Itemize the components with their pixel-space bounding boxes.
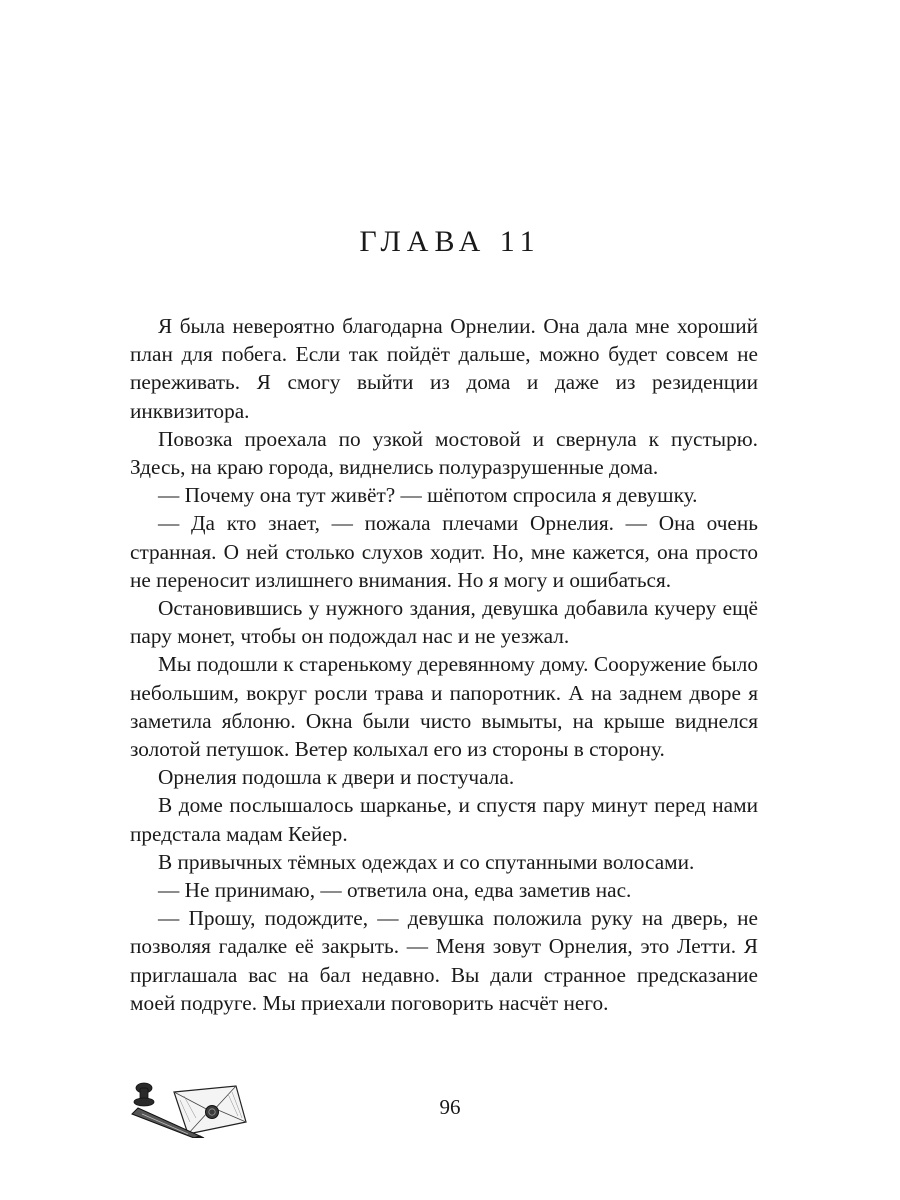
paragraph: Я была невероятно благодарна Орнелии. Она дала мне хороший план для побега. Если так пойдёт дальше, можно будет совсем не переживать. Я смогу выйти из дома и даже из резиденции инквизитора. <box>130 314 758 423</box>
page-number: 96 <box>439 1095 461 1119</box>
paragraph: В привычных тёмных одеждах и со спутанными волосами. <box>158 849 695 874</box>
paragraph: — Почему она тут живёт? — шёпотом спросила я девушку. <box>158 483 698 508</box>
paragraph: — Прошу, подождите, — девушка положила руку на дверь, не позволяя гадалке её закрыть. — Меня зовут Орнелия, это Летти. Я приглашала вас на бал недавно. Вы дали странное предсказание моей подруге. Мы приехали поговорить насчёт него. <box>130 906 758 1015</box>
paragraph: — Не принимаю, — ответила она, едва заметив нас. <box>158 878 632 903</box>
paragraph: Мы подошли к старенькому деревянному дому. Сооружение было небольшим, вокруг росли трава и папоротник. А на заднем дворе я заметила яблоню. Окна были чисто вымыты, на крыше виднелся золотой петушок. Ветер колыхал его из стороны в сторону. <box>130 652 758 762</box>
body-text <box>130 312 758 1017</box>
paragraph: Остановившись у нужного здания, девушка добавила кучеру ещё пару монет, чтобы он подождал нас и не уезжал. <box>130 596 758 649</box>
paragraph: В доме послышалось шарканье, и спустя пару минут перед нами предстала мадам Кейер. <box>130 793 758 846</box>
paragraph: — Да кто знает, — пожала плечами Орнелия. — Она очень странная. О ней столько слухов ходит. Но, мне кажется, она просто не переносит излишнего внимания. Но я могу и ошибаться. <box>130 511 758 592</box>
paragraph: Орнелия подошла к двери и постучала. <box>158 765 515 790</box>
chapter-title: ГЛАВА 11 <box>359 225 541 258</box>
paragraph: Повозка проехала по узкой мостовой и свернула к пустырю. Здесь, на краю города, виднелись полуразрушенные дома. <box>130 426 758 480</box>
